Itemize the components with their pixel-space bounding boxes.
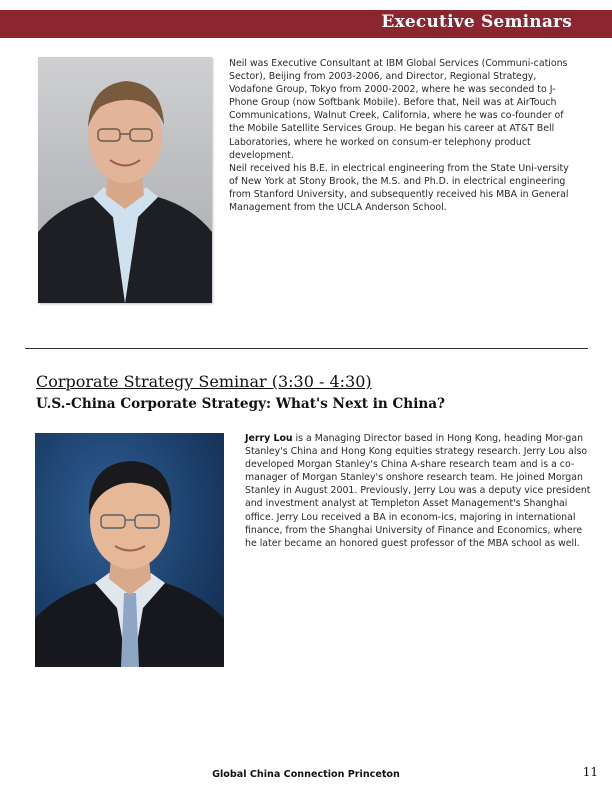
speaker-name: Jerry Lou bbox=[245, 433, 293, 444]
bio-text: is a Managing Director based in Hong Kong, heading Mor-gan Stanley's China and Hong Kong equities strategy research. Jerry Lou also developed Morgan Stanley's China A-share research team and is a co-manager of Morgan Stanley's onshore research team. He joined Morgan Stanley in August 2001. Previously, Jerry Lou was a deputy vice president and investment analyst at Templeton Asset Management's Shanghai office. Jerry Lou received a BA in econom-ics, majoring in international finance, from the Shanghai University of Finance and Economics, where he later became an honored guest professor of the MBA school as well. bbox=[245, 433, 591, 549]
seminar-title: Corporate Strategy Seminar (3:30 - 4:30) bbox=[36, 372, 372, 391]
section-divider bbox=[25, 348, 588, 349]
speaker-photo-neil bbox=[38, 57, 212, 303]
seminar-subtitle: U.S.-China Corporate Strategy: What's Next in China? bbox=[36, 396, 446, 412]
bio-paragraph: Neil was Executive Consultant at IBM Global Services (Communi-cations Sector), Beijing from 2003-2006, and Director, Regional Strategy, Vodafone Group, Tokyo from 2000-2002, where he was seconded to J-Phone Group (now Softbank Mobile). Before that, Neil was at AirTouch Communications, Walnut Creek, California, where he was co-founder of the Mobile Satellite Services Group. He began his career at AT&T Bell Laboratories, where he worked on consum-er telephony product development. bbox=[229, 58, 568, 161]
speaker-photo-jerry bbox=[35, 433, 224, 667]
page-title: Executive Seminars bbox=[381, 12, 572, 32]
footer-organization: Global China Connection Princeton bbox=[212, 769, 400, 780]
speaker-bio-neil bbox=[229, 57, 569, 214]
page-number: 11 bbox=[582, 765, 598, 779]
bio-paragraph bbox=[245, 432, 595, 550]
speaker-bio-jerry bbox=[245, 432, 595, 550]
bio-paragraph: Neil received his B.E. in electrical engineering from the State Uni-versity of New York at Stony Brook, the M.S. and Ph.D. in electrical engineering from Stanford University, and subsequently received his MBA in General Management from the UCLA Anderson School. bbox=[229, 162, 569, 214]
